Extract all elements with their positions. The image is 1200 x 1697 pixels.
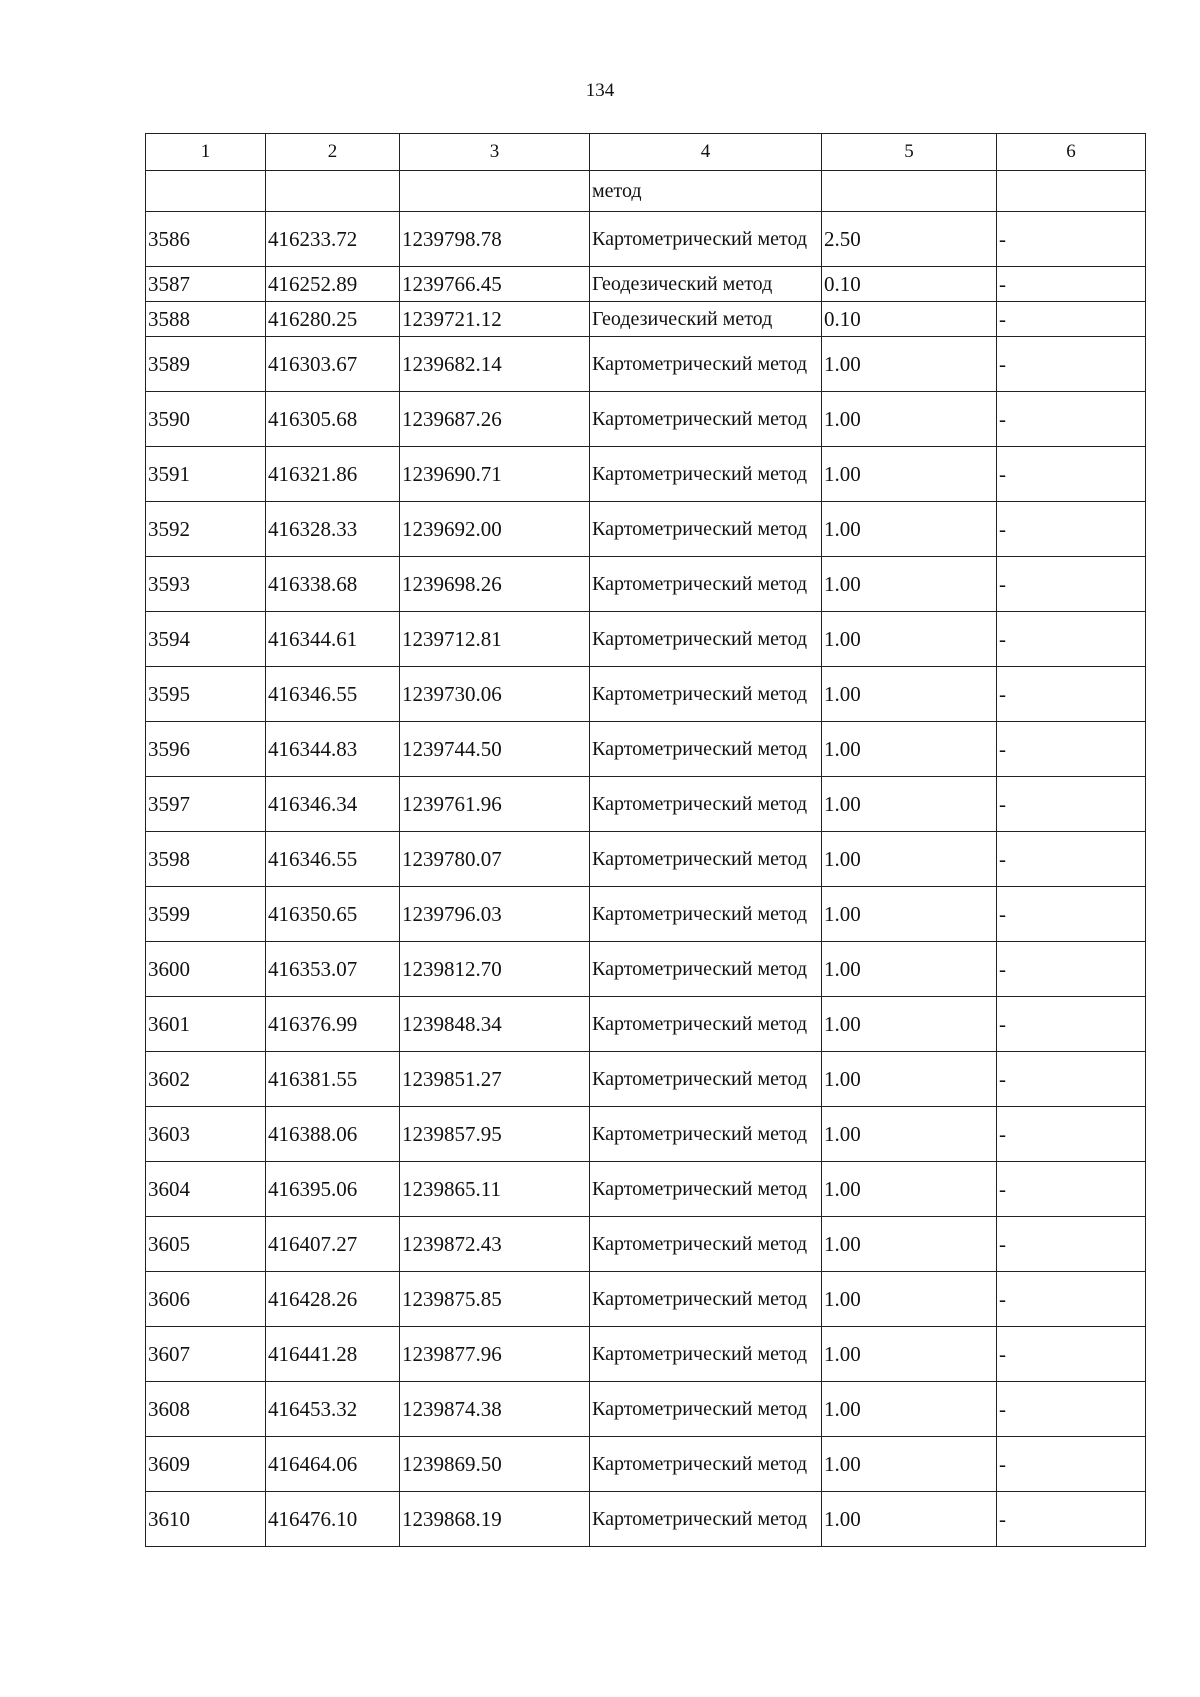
note-cell: - (997, 832, 1146, 887)
method-cell: Картометрический метод (590, 1327, 822, 1382)
column-header: 6 (997, 134, 1146, 171)
y-coordinate-cell: 1239868.19 (400, 1492, 590, 1547)
x-coordinate-cell: 416303.67 (266, 337, 400, 392)
point-number-cell: 3594 (146, 612, 266, 667)
note-cell: - (997, 267, 1146, 302)
y-coordinate-cell: 1239690.71 (400, 447, 590, 502)
y-coordinate-cell: 1239848.34 (400, 997, 590, 1052)
y-coordinate-cell: 1239796.03 (400, 887, 590, 942)
point-number-cell: 3591 (146, 447, 266, 502)
y-coordinate-cell: 1239698.26 (400, 557, 590, 612)
method-cell: Картометрический метод (590, 1437, 822, 1492)
x-coordinate-cell: 416280.25 (266, 302, 400, 337)
x-coordinate-cell: 416376.99 (266, 997, 400, 1052)
accuracy-cell: 1.00 (822, 1437, 997, 1492)
x-coordinate-cell: 416350.65 (266, 887, 400, 942)
accuracy-cell: 1.00 (822, 777, 997, 832)
accuracy-cell: 1.00 (822, 502, 997, 557)
accuracy-cell: 0.10 (822, 302, 997, 337)
column-header: 4 (590, 134, 822, 171)
accuracy-cell: 1.00 (822, 1382, 997, 1437)
table-row (146, 777, 1146, 832)
y-coordinate-cell: 1239851.27 (400, 1052, 590, 1107)
y-coordinate-cell: 1239857.95 (400, 1107, 590, 1162)
accuracy-cell: 1.00 (822, 887, 997, 942)
x-coordinate-cell: 416344.61 (266, 612, 400, 667)
method-cell: Картометрический метод (590, 212, 822, 267)
accuracy-cell: 1.00 (822, 392, 997, 447)
method-cell: Картометрический метод (590, 447, 822, 502)
y-coordinate-cell: 1239692.00 (400, 502, 590, 557)
accuracy-cell: 1.00 (822, 1217, 997, 1272)
point-number-cell: 3606 (146, 1272, 266, 1327)
column-header: 1 (146, 134, 266, 171)
point-number-cell: 3609 (146, 1437, 266, 1492)
page-number: 134 (585, 80, 615, 101)
point-number-cell: 3602 (146, 1052, 266, 1107)
accuracy-cell: 1.00 (822, 1492, 997, 1547)
method-cell: Картометрический метод (590, 557, 822, 612)
x-coordinate-cell: 416464.06 (266, 1437, 400, 1492)
point-number-cell: 3592 (146, 502, 266, 557)
y-coordinate-cell: 1239766.45 (400, 267, 590, 302)
table-row (146, 1492, 1146, 1547)
note-cell: - (997, 302, 1146, 337)
coordinates-table (145, 133, 1146, 1547)
method-cell: Картометрический метод (590, 887, 822, 942)
table-row (146, 667, 1146, 722)
method-cell: Картометрический метод (590, 1052, 822, 1107)
continuation-row (146, 171, 1146, 212)
table-row (146, 212, 1146, 267)
method-cell: Картометрический метод (590, 1492, 822, 1547)
table-row (146, 1272, 1146, 1327)
method-cell: Картометрический метод (590, 777, 822, 832)
x-coordinate-cell: 416321.86 (266, 447, 400, 502)
table-row (146, 1162, 1146, 1217)
table-row (146, 887, 1146, 942)
table-row (146, 267, 1146, 302)
y-coordinate-cell: 1239721.12 (400, 302, 590, 337)
point-number-cell: 3596 (146, 722, 266, 777)
point-number-cell: 3595 (146, 667, 266, 722)
x-coordinate-cell: 416441.28 (266, 1327, 400, 1382)
x-coordinate-cell: 416395.06 (266, 1162, 400, 1217)
table-row (146, 302, 1146, 337)
note-cell: - (997, 392, 1146, 447)
y-coordinate-cell: 1239780.07 (400, 832, 590, 887)
accuracy-cell: 1.00 (822, 447, 997, 502)
note-cell: - (997, 722, 1146, 777)
accuracy-cell: 1.00 (822, 1052, 997, 1107)
x-coordinate-cell: 416353.07 (266, 942, 400, 997)
y-coordinate-cell: 1239877.96 (400, 1327, 590, 1382)
x-coordinate-cell: 416338.68 (266, 557, 400, 612)
header-row (146, 134, 1146, 171)
y-coordinate-cell: 1239865.11 (400, 1162, 590, 1217)
note-cell: - (997, 942, 1146, 997)
y-coordinate-cell: 1239682.14 (400, 337, 590, 392)
point-number-cell: 3589 (146, 337, 266, 392)
note-cell: - (997, 1217, 1146, 1272)
point-number-cell: 3593 (146, 557, 266, 612)
method-cell: Картометрический метод (590, 667, 822, 722)
x-coordinate-cell: 416453.32 (266, 1382, 400, 1437)
method-cell: Картометрический метод (590, 1382, 822, 1437)
point-number-cell: 3599 (146, 887, 266, 942)
table-row (146, 1052, 1146, 1107)
column-header: 5 (822, 134, 997, 171)
table-row (146, 502, 1146, 557)
note-cell: - (997, 1052, 1146, 1107)
empty-cell (400, 171, 590, 212)
method-cell: Картометрический метод (590, 942, 822, 997)
point-number-cell: 3610 (146, 1492, 266, 1547)
x-coordinate-cell: 416428.26 (266, 1272, 400, 1327)
table-row (146, 1217, 1146, 1272)
y-coordinate-cell: 1239874.38 (400, 1382, 590, 1437)
note-cell: - (997, 337, 1146, 392)
point-number-cell: 3590 (146, 392, 266, 447)
table-row (146, 942, 1146, 997)
table-row (146, 557, 1146, 612)
accuracy-cell: 1.00 (822, 942, 997, 997)
accuracy-cell: 2.50 (822, 212, 997, 267)
x-coordinate-cell: 416346.34 (266, 777, 400, 832)
accuracy-cell: 1.00 (822, 1162, 997, 1217)
note-cell: - (997, 1437, 1146, 1492)
table-row (146, 722, 1146, 777)
accuracy-cell: 1.00 (822, 1272, 997, 1327)
x-coordinate-cell: 416305.68 (266, 392, 400, 447)
column-header: 3 (400, 134, 590, 171)
method-cell: Картометрический метод (590, 722, 822, 777)
method-cell: Картометрический метод (590, 502, 822, 557)
note-cell: - (997, 997, 1146, 1052)
y-coordinate-cell: 1239761.96 (400, 777, 590, 832)
method-cell: Геодезический метод (590, 267, 822, 302)
point-number-cell: 3600 (146, 942, 266, 997)
note-cell: - (997, 212, 1146, 267)
table-row (146, 337, 1146, 392)
note-cell: - (997, 1272, 1146, 1327)
point-number-cell: 3603 (146, 1107, 266, 1162)
point-number-cell: 3607 (146, 1327, 266, 1382)
point-number-cell: 3598 (146, 832, 266, 887)
x-coordinate-cell: 416233.72 (266, 212, 400, 267)
x-coordinate-cell: 416328.33 (266, 502, 400, 557)
note-cell: - (997, 777, 1146, 832)
y-coordinate-cell: 1239730.06 (400, 667, 590, 722)
point-number-cell: 3605 (146, 1217, 266, 1272)
column-header: 2 (266, 134, 400, 171)
method-cell: Картометрический метод (590, 1217, 822, 1272)
x-coordinate-cell: 416407.27 (266, 1217, 400, 1272)
accuracy-cell: 1.00 (822, 832, 997, 887)
note-cell: - (997, 502, 1146, 557)
method-cell: Картометрический метод (590, 612, 822, 667)
note-cell: - (997, 612, 1146, 667)
empty-cell (146, 171, 266, 212)
accuracy-cell: 1.00 (822, 722, 997, 777)
y-coordinate-cell: 1239869.50 (400, 1437, 590, 1492)
x-coordinate-cell: 416252.89 (266, 267, 400, 302)
note-cell: - (997, 1382, 1146, 1437)
table-row (146, 1107, 1146, 1162)
method-cell: Картометрический метод (590, 1272, 822, 1327)
note-cell: - (997, 1162, 1146, 1217)
note-cell: - (997, 1327, 1146, 1382)
y-coordinate-cell: 1239812.70 (400, 942, 590, 997)
x-coordinate-cell: 416381.55 (266, 1052, 400, 1107)
note-cell: - (997, 1492, 1146, 1547)
method-cell: Картометрический метод (590, 997, 822, 1052)
accuracy-cell: 1.00 (822, 667, 997, 722)
accuracy-cell: 1.00 (822, 1107, 997, 1162)
point-number-cell: 3588 (146, 302, 266, 337)
method-cell: Геодезический метод (590, 302, 822, 337)
point-number-cell: 3597 (146, 777, 266, 832)
x-coordinate-cell: 416476.10 (266, 1492, 400, 1547)
accuracy-cell: 1.00 (822, 997, 997, 1052)
point-number-cell: 3601 (146, 997, 266, 1052)
note-cell: - (997, 667, 1146, 722)
point-number-cell: 3587 (146, 267, 266, 302)
accuracy-cell: 1.00 (822, 337, 997, 392)
note-cell: - (997, 1107, 1146, 1162)
method-cell: метод (590, 171, 822, 212)
table-row (146, 997, 1146, 1052)
table-row (146, 392, 1146, 447)
x-coordinate-cell: 416344.83 (266, 722, 400, 777)
y-coordinate-cell: 1239712.81 (400, 612, 590, 667)
y-coordinate-cell: 1239875.85 (400, 1272, 590, 1327)
point-number-cell: 3604 (146, 1162, 266, 1217)
table-row (146, 1327, 1146, 1382)
table-row (146, 832, 1146, 887)
y-coordinate-cell: 1239872.43 (400, 1217, 590, 1272)
accuracy-cell: 1.00 (822, 612, 997, 667)
table-row (146, 1382, 1146, 1437)
point-number-cell: 3608 (146, 1382, 266, 1437)
y-coordinate-cell: 1239798.78 (400, 212, 590, 267)
empty-cell (822, 171, 997, 212)
empty-cell (266, 171, 400, 212)
method-cell: Картометрический метод (590, 337, 822, 392)
accuracy-cell: 0.10 (822, 267, 997, 302)
note-cell: - (997, 887, 1146, 942)
x-coordinate-cell: 416388.06 (266, 1107, 400, 1162)
accuracy-cell: 1.00 (822, 1327, 997, 1382)
note-cell: - (997, 557, 1146, 612)
accuracy-cell: 1.00 (822, 557, 997, 612)
point-number-cell: 3586 (146, 212, 266, 267)
y-coordinate-cell: 1239687.26 (400, 392, 590, 447)
table-row (146, 612, 1146, 667)
x-coordinate-cell: 416346.55 (266, 832, 400, 887)
x-coordinate-cell: 416346.55 (266, 667, 400, 722)
table-row (146, 1437, 1146, 1492)
note-cell: - (997, 447, 1146, 502)
table-row (146, 447, 1146, 502)
method-cell: Картометрический метод (590, 832, 822, 887)
method-cell: Картометрический метод (590, 392, 822, 447)
empty-cell (997, 171, 1146, 212)
method-cell: Картометрический метод (590, 1107, 822, 1162)
method-cell: Картометрический метод (590, 1162, 822, 1217)
y-coordinate-cell: 1239744.50 (400, 722, 590, 777)
